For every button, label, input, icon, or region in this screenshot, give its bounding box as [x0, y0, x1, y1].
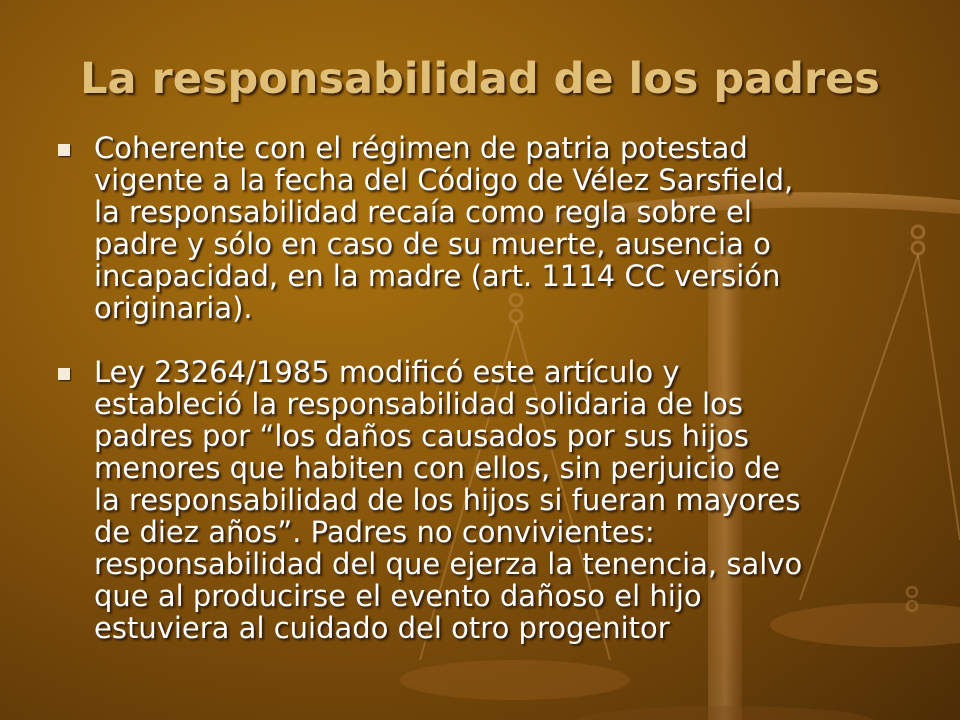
bullet-line: vigente a la fecha del Código de Vélez Sarsfield,: [94, 163, 794, 197]
bullet-line: estableció la responsabilidad solidaria de los: [94, 387, 743, 421]
bullet-line: de diez años”. Padres no convivientes:: [94, 515, 655, 549]
square-bullet-icon: [58, 368, 70, 380]
bullet-line: menores que habiten con ellos, sin perjuicio de: [94, 451, 781, 485]
bullet-line: la responsabilidad de los hijos si fueran mayores: [94, 483, 801, 517]
bullet-line: la responsabilidad recaía como regla sobre el: [94, 195, 752, 229]
bullet-line: padre y sólo en caso de su muerte, ausencia o: [94, 227, 771, 261]
bullet-line: responsabilidad del que ejerza la tenencia, salvo: [94, 547, 803, 581]
slide-title: La responsabilidad de los padres: [80, 54, 880, 104]
bullet-text: [94, 132, 914, 324]
bullet-line: Ley 23264/1985 modificó este artículo y: [94, 355, 680, 389]
bullet-line: incapacidad, en la madre (art. 1114 CC versión: [94, 259, 781, 293]
bullet-text: [94, 356, 914, 644]
square-bullet-icon: [58, 144, 70, 156]
bullet-line: originaria).: [94, 291, 253, 325]
bullet-line: padres por “los daños causados por sus hijos: [94, 419, 750, 453]
bullet-line: que al producirse el evento dañoso el hijo: [94, 579, 702, 613]
bullet-line: Coherente con el régimen de patria potestad: [94, 131, 748, 165]
bullet-line: estuviera al cuidado del otro progenitor: [94, 611, 670, 645]
